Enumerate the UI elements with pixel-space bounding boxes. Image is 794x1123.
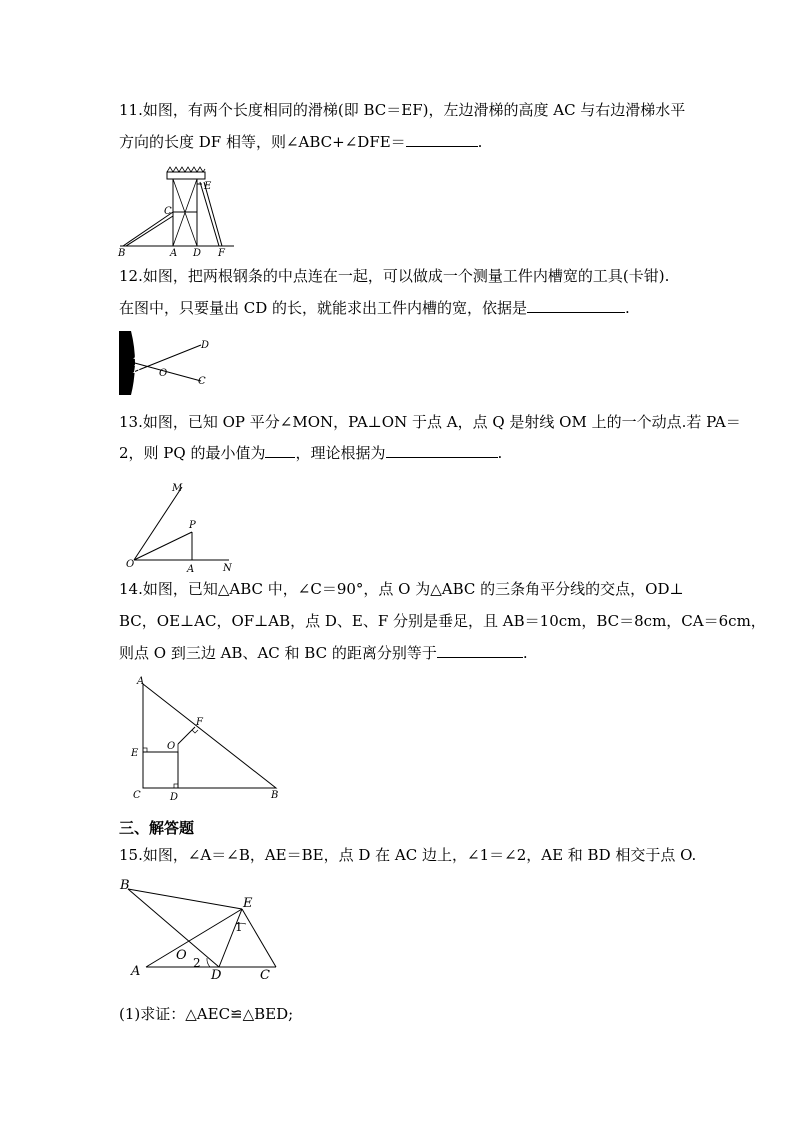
q15-label-o: O: [176, 948, 187, 963]
q13-label-o: O: [126, 559, 135, 570]
q12-label-c: C: [198, 376, 206, 387]
q13-label-m: M: [172, 483, 183, 494]
q14-label-d: D: [170, 792, 179, 803]
q12-line2-end: .: [625, 299, 630, 317]
q15-label-2: 2: [193, 956, 201, 970]
q14-label-o: O: [167, 741, 176, 752]
q13-line2-mid: ，理论根据为: [295, 444, 386, 462]
q15-sub1: (1)求证：△AEC≌△BED;: [119, 1005, 294, 1023]
q15-label-c: C: [260, 968, 270, 983]
q14-answer-blank[interactable]: [437, 643, 523, 658]
q13-answer-blank-2[interactable]: [386, 443, 498, 458]
q11-figure: [118, 160, 238, 260]
q11-label-f: F: [218, 248, 225, 259]
q14-line3-end: .: [522, 644, 528, 662]
q14-label-c: C: [133, 790, 141, 801]
q14-label-a: A: [137, 676, 145, 687]
q12-line2: [119, 298, 630, 318]
q15-label-a: A: [131, 964, 141, 979]
q11-label-c: C: [164, 206, 172, 217]
q13-line2: [119, 443, 502, 463]
q15-label-d: D: [211, 968, 222, 983]
q15-label-1: 1: [235, 920, 243, 934]
q12-figure: [119, 331, 219, 397]
q13-label-n: N: [223, 563, 232, 574]
q12-line2-text: 在图中，只要量出 CD 的长，就能求出工件内槽的宽，依据是: [119, 299, 528, 317]
q14-line1: 14.如图，已知△ABC 中，∠C＝90°，点 O 为△ABC 的三条角平分线的交点，OD⊥: [119, 580, 684, 598]
q13-answer-blank-1[interactable]: [265, 443, 295, 458]
q11-line1: 11.如图，有两个长度相同的滑梯(即 BC＝EF)，左边滑梯的高度 AC 与右边滑梯水平: [119, 101, 686, 119]
q13-figure: [119, 475, 239, 575]
q14-figure: [128, 674, 288, 804]
q15-figure: [118, 876, 278, 986]
q11-label-b: B: [118, 248, 126, 259]
q11-line2-end: .: [477, 133, 483, 151]
q11-answer-blank[interactable]: [406, 132, 478, 147]
q13-line1: 13.如图，已知 OP 平分∠MON，PA⊥ON 于点 A，点 Q 是射线 OM 上的一个动点.若 PA＝: [119, 413, 741, 431]
q15-label-e: E: [243, 896, 253, 911]
q11-label-d: D: [193, 248, 202, 259]
q13-line2-end: .: [497, 444, 503, 462]
q15-line1: 15.如图，∠A＝∠B，AE＝BE，点 D 在 AC 边上，∠1＝∠2，AE 和 BD 相交于点 O.: [119, 846, 697, 864]
q12-label-a: A: [134, 351, 142, 362]
q12-label-d: D: [201, 340, 210, 351]
section-heading: 三、解答题: [119, 819, 195, 837]
q11-label-a: A: [170, 248, 178, 259]
q12-line1: 12.如图，把两根钢条的中点连在一起，可以做成一个测量工件内槽宽的工具(卡钳).: [119, 267, 670, 285]
q12-answer-blank[interactable]: [527, 298, 625, 313]
q13-line2-text: 2，则 PQ 的最小值为: [119, 444, 266, 462]
q14-label-e: E: [131, 748, 139, 759]
q14-label-b: B: [271, 790, 279, 801]
q13-label-p: P: [189, 520, 196, 531]
q14-line3-text: 则点 O 到三边 AB、AC 和 BC 的距离分别等于: [119, 644, 437, 662]
q12-label-b: B: [133, 365, 141, 376]
q15-label-b: B: [120, 878, 130, 893]
q11-line2-text: 方向的长度 DF 相等，则∠ABC+∠DFE＝: [119, 133, 406, 151]
q14-line3: [119, 643, 528, 663]
q13-label-a: A: [187, 564, 195, 575]
q12-label-o: O: [159, 368, 168, 379]
q11-line2: [119, 132, 482, 152]
q14-line2: BC，OE⊥AC，OF⊥AB，点 D、E、F 分别是垂足，且 AB＝10cm，BC＝8cm，CA＝6cm，: [119, 612, 766, 630]
q11-label-e: E: [204, 181, 212, 192]
q14-label-f: F: [196, 717, 203, 728]
